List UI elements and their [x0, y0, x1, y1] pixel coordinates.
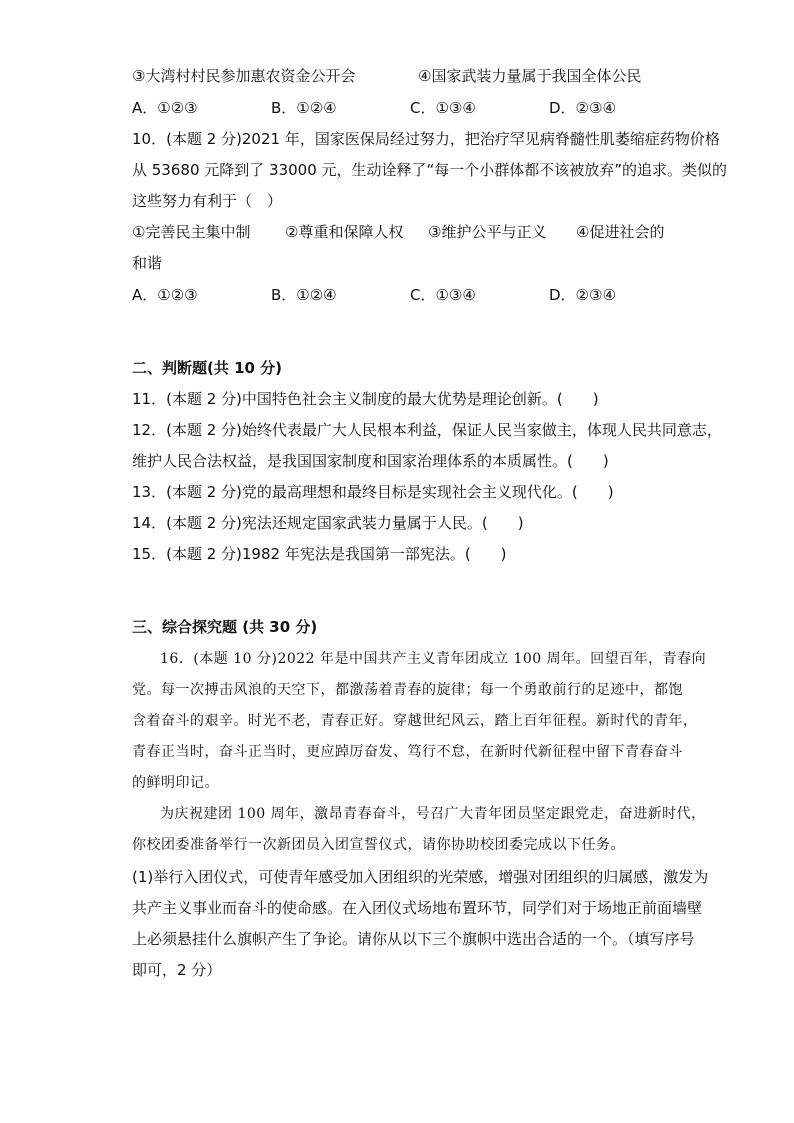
q10-stem-line-3: 这些努力有利于（ ）: [132, 192, 283, 210]
q16-paragraph-2-line-1: 为庆祝建团 100 周年，激昂青春奋斗，号召广大青年团员坚定跟党走，奋进新时代，: [160, 806, 706, 822]
q9-option-c: C．①③④: [410, 99, 476, 117]
q10-stem-line-1: 10．(本题 2 分)2021 年，国家医保局经过努力，把治疗罕见病脊髓性肌萎缩症药物价格: [132, 130, 720, 148]
q16-paragraph-1-line-2: 党。每一次搏击风浪的天空下，都激荡着青春的旋律；每一个勇敢前行的足迹中，都饱: [132, 682, 683, 698]
q10-item-3: ③维护公平与正义: [428, 223, 547, 241]
q9-option-b: B．①②④: [271, 99, 337, 117]
section-2-title: 二、判断题(共 10 分): [132, 359, 283, 377]
q10-item-4: ④促进社会的: [576, 223, 665, 241]
q10-option-d: D．②③④: [549, 286, 616, 304]
q16-paragraph-1-line-5: 的鲜明印记。: [132, 775, 219, 791]
q12-line-2: 维护人民合法权益，是我国国家制度和国家治理体系的本质属性。( ): [132, 452, 609, 470]
q9-item-4: ④国家武装力量属于我国全体公民: [418, 67, 642, 85]
q16-paragraph-1-line-3: 含着奋斗的艰辛。时光不老，青春正好。穿越世纪风云，踏上百年征程。新时代的青年，: [132, 713, 698, 729]
q10-item-4-continued: 和谐: [132, 254, 163, 272]
q11: 11．(本题 2 分)中国特色社会主义制度的最大优势是理论创新。( ): [132, 390, 599, 408]
q10-option-b: B．①②④: [271, 286, 337, 304]
q16-sub1-line-3: 上必须悬挂什么旗帜产生了争论。请你从以下三个旗帜中选出合适的一个。（填写序号: [132, 930, 695, 948]
q10-item-1: ①完善民主集中制: [132, 223, 251, 241]
q10-item-2: ②尊重和保障人权: [285, 223, 404, 241]
q10-option-a: A．①②③: [132, 286, 198, 304]
q16-sub1-line-2: 共产主义事业而奋斗的使命感。在入团仪式场地布置环节，同学们对于场地正前面墙壁: [132, 899, 703, 917]
q12-line-1: 12．(本题 2 分)始终代表最广大人民根本利益，保证人民当家做主，体现人民共同意志，: [132, 421, 722, 439]
q15: 15．(本题 2 分)1982 年宪法是我国第一部宪法。( ): [132, 545, 507, 563]
q10-option-c: C．①③④: [410, 286, 476, 304]
q13: 13．(本题 2 分)党的最高理想和最终目标是实现社会主义现代化。( ): [132, 483, 614, 501]
section-3-title: 三、综合探究题 (共 30 分): [132, 618, 318, 636]
q16-sub1-line-4: 即可，2 分）: [132, 961, 222, 979]
q10-stem-line-2: 从 53680 元降到了 33000 元，生动诠释了“每一个小群体都不该被放弃”的追求。类似的: [132, 161, 728, 179]
q16-paragraph-1-line-1: 16．(本题 10 分)2022 年是中国共产主义青年团成立 100 周年。回望百年，青春向: [160, 651, 707, 667]
q9-option-a: A．①②③: [132, 99, 198, 117]
q14: 14．(本题 2 分)宪法还规定国家武装力量属于人民。( ): [132, 514, 524, 532]
q9-item-3: ③大湾村村民参加惠农资金公开会: [132, 67, 356, 85]
q16-paragraph-2-line-2: 你校团委准备举行一次新团员入团宣誓仪式，请你协助校团委完成以下任务。: [132, 837, 625, 853]
q16-paragraph-1-line-4: 青春正当时，奋斗正当时，更应踔厉奋发、笃行不怠，在新时代新征程中留下青春奋斗: [132, 744, 683, 760]
q16-sub1-line-1: (1)举行入团仪式，可使青年感受加入团组织的光荣感，增强对团组织的归属感，激发为: [132, 868, 709, 886]
q9-option-d: D．②③④: [549, 99, 616, 117]
